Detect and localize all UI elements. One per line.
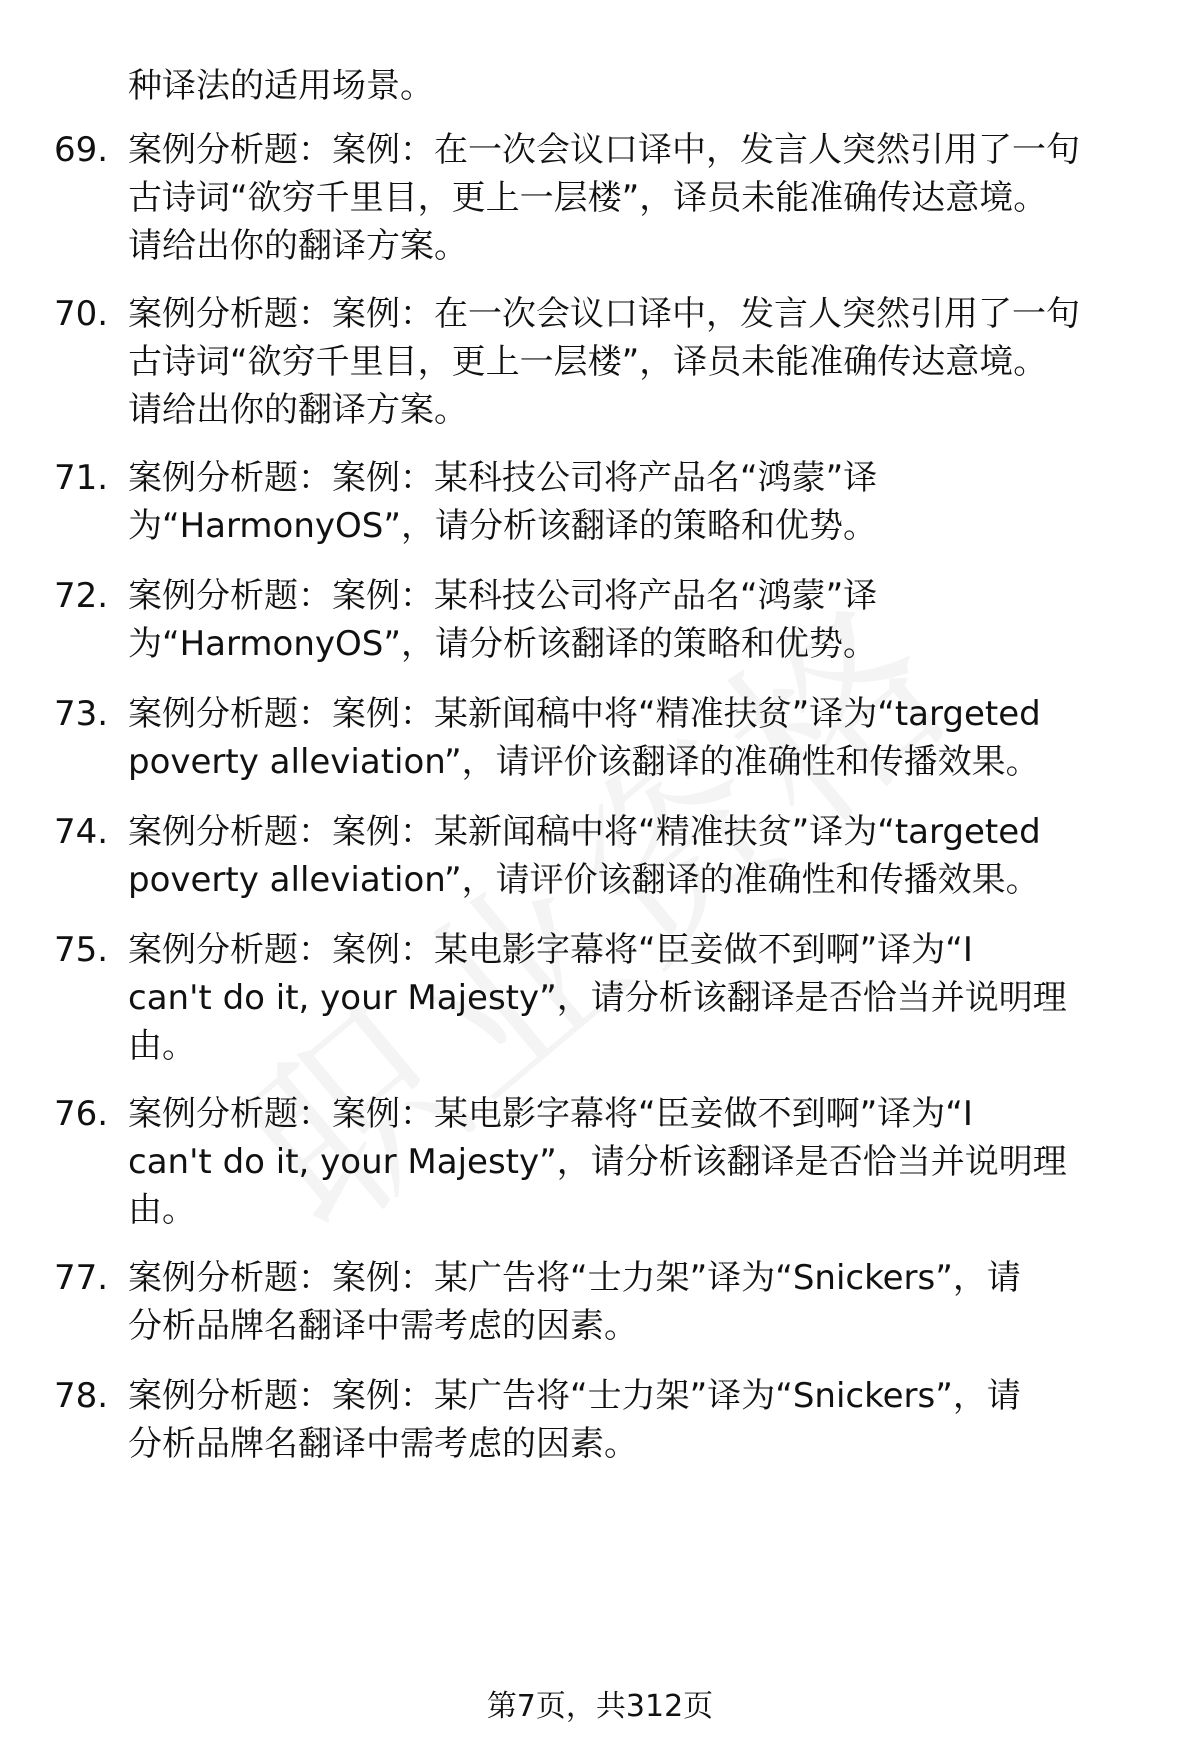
question-line: 案例分析题：案例：某电影字幕将“臣妾做不到啊”译为“I — [128, 1094, 973, 1134]
question-line: 案例分析题：案例：某新闻稿中将“精准扶贫”译为“targeted — [128, 694, 1041, 734]
question-number: 75. — [54, 930, 109, 970]
question-line: 案例分析题：案例：某新闻稿中将“精准扶贫”译为“targeted — [128, 812, 1041, 852]
question-text — [128, 572, 1138, 668]
question-number: 78. — [54, 1376, 109, 1416]
question-text — [128, 1090, 1138, 1234]
question-76 — [54, 1090, 1144, 1234]
question-line: poverty alleviation”，请评价该翻译的准确性和传播效果。 — [128, 742, 1040, 782]
question-number: 71. — [54, 458, 109, 498]
page-footer: 第7页，共312页 — [486, 1689, 714, 1724]
question-text — [128, 690, 1138, 786]
question-78 — [54, 1372, 1144, 1468]
question-line: 由。 — [128, 1190, 196, 1230]
question-number: 76. — [54, 1094, 109, 1134]
question-71 — [54, 454, 1144, 550]
question-number: 69. — [54, 130, 109, 170]
question-line: 案例分析题：案例：某广告将“士力架”译为“Snickers”，请 — [128, 1258, 1021, 1298]
question-number: 72. — [54, 576, 109, 616]
question-line: 分析品牌名翻译中需考虑的因素。 — [128, 1306, 638, 1346]
question-line: poverty alleviation”，请评价该翻译的准确性和传播效果。 — [128, 860, 1040, 900]
question-line: 案例分析题：案例：在一次会议口译中，发言人突然引用了一句 — [128, 130, 1080, 170]
question-line: 请给出你的翻译方案。 — [128, 390, 468, 430]
question-line: 为“HarmonyOS”，请分析该翻译的策略和优势。 — [128, 506, 877, 546]
question-text — [128, 126, 1138, 270]
question-line: 案例分析题：案例：某科技公司将产品名“鸿蒙”译 — [128, 576, 878, 616]
question-number: 73. — [54, 694, 109, 734]
question-number: 74. — [54, 812, 109, 852]
question-line: 古诗词“欲穷千里目，更上一层楼”，译员未能准确传达意境。 — [128, 178, 1048, 218]
question-text — [128, 1372, 1138, 1468]
question-77 — [54, 1254, 1144, 1350]
question-line: 案例分析题：案例：某电影字幕将“臣妾做不到啊”译为“I — [128, 930, 973, 970]
question-line: 案例分析题：案例：某科技公司将产品名“鸿蒙”译 — [128, 458, 878, 498]
question-number: 70. — [54, 294, 109, 334]
question-75 — [54, 926, 1144, 1070]
question-line: 为“HarmonyOS”，请分析该翻译的策略和优势。 — [128, 624, 877, 664]
question-number: 77. — [54, 1258, 109, 1298]
question-line: 古诗词“欲穷千里目，更上一层楼”，译员未能准确传达意境。 — [128, 342, 1048, 382]
question-73 — [54, 690, 1144, 786]
question-text — [128, 808, 1138, 904]
question-line: 分析品牌名翻译中需考虑的因素。 — [128, 1424, 638, 1464]
question-line: 案例分析题：案例：某广告将“士力架”译为“Snickers”，请 — [128, 1376, 1021, 1416]
question-line: can't do it, your Majesty”，请分析该翻译是否恰当并说明理 — [128, 978, 1067, 1018]
continuation-text: 种译法的适用场景。 — [128, 66, 434, 106]
question-line: 由。 — [128, 1026, 196, 1066]
question-line: 请给出你的翻译方案。 — [128, 226, 468, 266]
question-line: 案例分析题：案例：在一次会议口译中，发言人突然引用了一句 — [128, 294, 1080, 334]
question-69 — [54, 126, 1144, 270]
question-text — [128, 1254, 1138, 1350]
question-text — [128, 454, 1138, 550]
question-text — [128, 926, 1138, 1070]
question-line: can't do it, your Majesty”，请分析该翻译是否恰当并说明理 — [128, 1142, 1067, 1182]
question-70 — [54, 290, 1144, 434]
question-74 — [54, 808, 1144, 904]
question-72 — [54, 572, 1144, 668]
question-text — [128, 290, 1138, 434]
